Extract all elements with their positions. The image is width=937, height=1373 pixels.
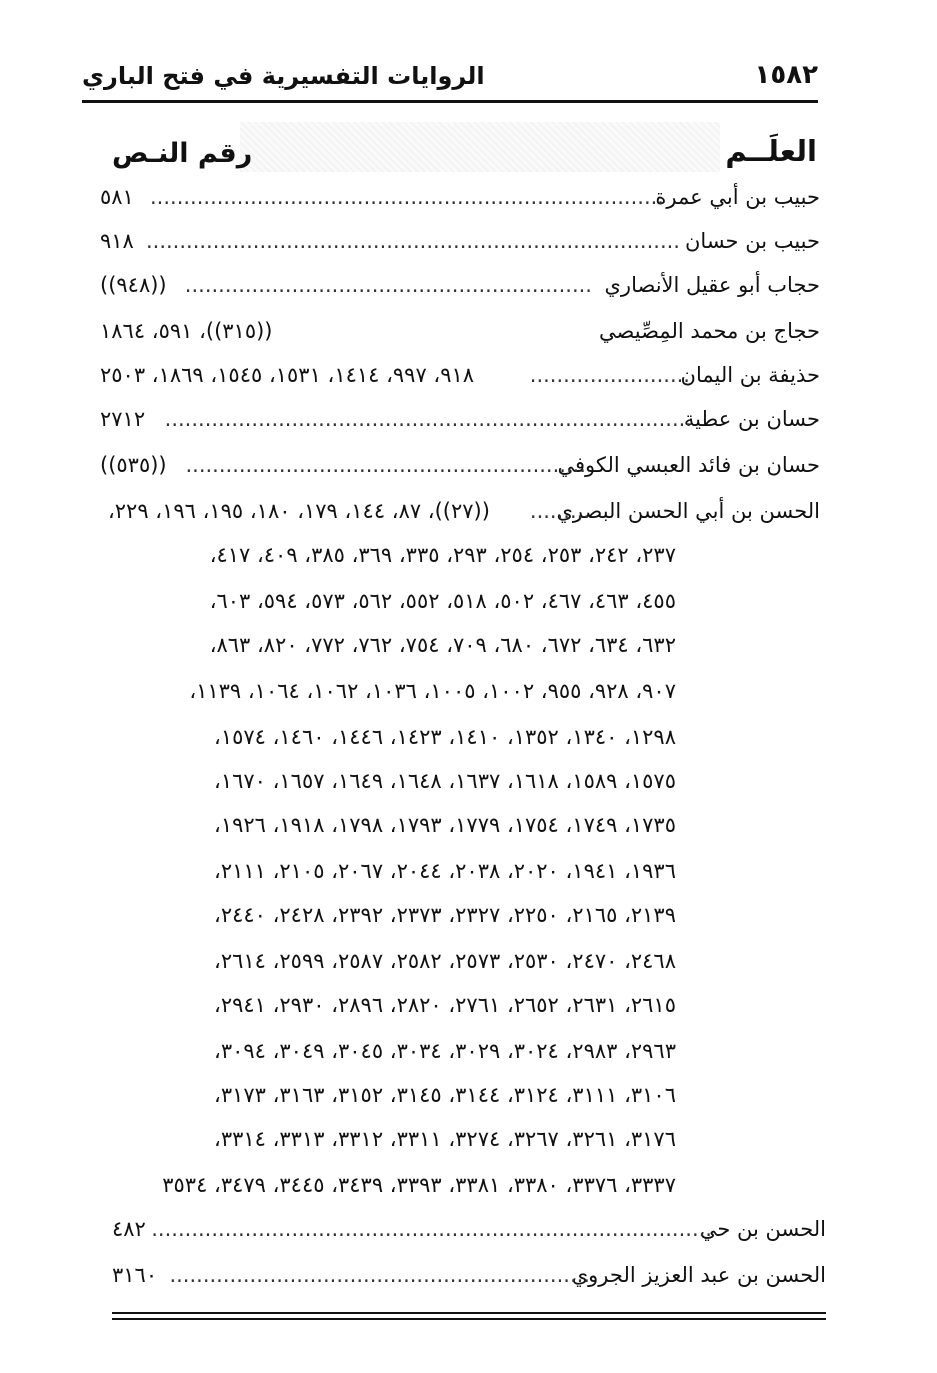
entry-name: حسان بن فائد العبسي الكوفي (557, 453, 820, 477)
column-heading-number: رقم النـص (112, 138, 253, 169)
dot-leader (184, 448, 586, 482)
header-rule (82, 100, 818, 103)
entry-name: حذيفة بن اليمان (680, 363, 820, 387)
entry-refs: ٥٨١ (100, 185, 134, 209)
dot-leader (148, 224, 680, 258)
entry-name: الحسن بن أبي الحسن البصري (556, 499, 820, 523)
dot-leader (152, 1212, 712, 1246)
entry-refs: ٣١٦٠ (112, 1263, 158, 1287)
index-entry (100, 448, 820, 482)
refs-continuation-line: ٢٦١٥، ٢٦٣١، ٢٦٥٢، ٢٧٦١، ٢٨٢٠، ٢٨٩٦، ٢٩٣٠، ٢٩٤١، (214, 993, 676, 1017)
entry-refs: ٢٧١٢ (100, 407, 146, 431)
index-entry (112, 1258, 826, 1292)
index-entry (100, 224, 820, 258)
refs-continuation-line: ٩٠٧، ٩٢٨، ٩٥٥، ١٠٠٢، ١٠٠٥، ١٠٣٦، ١٠٦٢، ١٠٦٤، ١١٣٩، (189, 679, 676, 703)
entry-refs: ((٢٧))، ٨٧، ١٤٤، ١٧٩، ١٨٠، ١٩٥، ١٩٦، ٢٢٩، (108, 499, 490, 523)
index-entry (100, 402, 820, 436)
refs-continuation-line: ٣٣٣٧، ٣٣٧٦، ٣٣٨٠، ٣٣٨١، ٣٣٩٣، ٣٤٣٩، ٣٤٤٥، ٣٤٧٩، ٣٥٣٤ (162, 1173, 676, 1197)
entry-name: الحسن بن عبد العزيز الجروي (571, 1263, 826, 1287)
dot-leader (532, 494, 590, 528)
refs-continuation-line: ٣١٧٦، ٣٢٦١، ٣٢٦٧، ٣٢٧٤، ٣٣١١، ٣٣١٢، ٣٣١٣، ٣٣١٤، (214, 1127, 676, 1151)
index-entry (100, 314, 820, 348)
refs-continuation-line: ٢٤٦٨، ٢٤٧٠، ٢٥٣٠، ٢٥٧٣، ٢٥٨٢، ٢٥٨٧، ٢٥٩٩، ٢٦١٤، (214, 949, 676, 973)
entry-name: حجاب أبو عقيل الأنصاري (604, 273, 820, 297)
page-number: ١٥٨٢ (754, 60, 818, 90)
refs-continuation-line: ٢٩٦٣، ٢٩٨٣، ٣٠٢٤، ٣٠٢٩، ٣٠٣٤، ٣٠٤٥، ٣٠٤٩، ٣٠٩٤، (214, 1039, 676, 1063)
entry-refs: ((٥٣٥)) (100, 453, 167, 477)
footer-rule (112, 1312, 826, 1314)
refs-continuation-line: ٤٥٥، ٤٦٣، ٤٦٧، ٥٠٢، ٥١٨، ٥٥٢، ٥٦٢، ٥٧٣، ٥٩٤، ٦٠٣، (209, 589, 676, 613)
refs-continuation-line: ٣١٠٦، ٣١١١، ٣١٢٤، ٣١٤٤، ٣١٤٥، ٣١٥٢، ٣١٦٣، ٣١٧٣، (214, 1083, 676, 1107)
column-heading-name: العلَــم (725, 134, 817, 168)
entry-name: حسان بن عطية (683, 407, 820, 431)
refs-continuation-line: ٢٣٧، ٢٤٢، ٢٥٣، ٢٥٤، ٢٩٣، ٣٣٥، ٣٦٩، ٣٨٥، ٤٠٩، ٤١٧، (209, 543, 676, 567)
running-title: الروايات التفسيرية في فتح الباري (82, 62, 485, 90)
index-entry (100, 268, 820, 302)
entry-refs: ((٣١٥))، ٥٩١، ١٨٦٤ (100, 319, 273, 343)
entry-refs: ٩١٨ (100, 229, 134, 253)
index-entry (100, 494, 820, 528)
dot-leader (530, 358, 690, 392)
entry-refs: ((٩٤٨)) (100, 273, 167, 297)
refs-continuation-line: ١٧٣٥، ١٧٤٩، ١٧٥٤، ١٧٧٩، ١٧٩٣، ١٧٩٨، ١٩١٨، ١٩٢٦، (214, 813, 676, 837)
index-entry (100, 358, 820, 392)
dot-leader (184, 268, 592, 302)
entry-refs: ٩١٨، ٩٩٧، ١٤١٤، ١٥٣١، ١٥٤٥، ١٨٦٩، ٢٥٠٣ (100, 363, 475, 387)
dot-leader (164, 402, 692, 436)
entry-refs: ٤٨٢ (112, 1217, 146, 1241)
refs-continuation-line: ٦٣٢، ٦٣٤، ٦٧٢، ٦٨٠، ٧٠٩، ٧٥٤، ٧٦٢، ٧٧٢، ٨٢٠، ٨٦٣، (209, 633, 676, 657)
dot-leader (170, 1258, 590, 1292)
entry-name: حبيب بن حسان (685, 229, 820, 253)
entry-name: حجاج بن محمد المِصِّيصي (599, 319, 820, 343)
index-entry (100, 180, 820, 214)
entry-name: حبيب بن أبي عمرة (655, 185, 820, 209)
heading-background (240, 122, 720, 172)
refs-continuation-line: ١٥٧٥، ١٥٨٩، ١٦١٨، ١٦٣٧، ١٦٤٨، ١٦٤٩، ١٦٥٧، ١٦٧٠، (214, 769, 676, 793)
entry-name: الحسن بن حي (699, 1217, 826, 1241)
footer-rule (112, 1318, 826, 1320)
refs-continuation-line: ١٢٩٨، ١٣٤٠، ١٣٥٢، ١٤١٠، ١٤٢٣، ١٤٤٦، ١٤٦٠، ١٥٧٤، (214, 725, 676, 749)
refs-continuation-line: ١٩٣٦، ١٩٤١، ٢٠٢٠، ٢٠٣٨، ٢٠٤٤، ٢٠٦٧، ٢١٠٥، ٢١١١، (214, 859, 676, 883)
dot-leader (148, 180, 664, 214)
refs-continuation-line: ٢١٣٩، ٢١٦٥، ٢٢٥٠، ٢٣٢٧، ٢٣٧٣، ٢٣٩٢، ٢٤٢٨، ٢٤٤٠، (214, 903, 676, 927)
running-header (82, 52, 818, 98)
index-entry (112, 1212, 826, 1246)
